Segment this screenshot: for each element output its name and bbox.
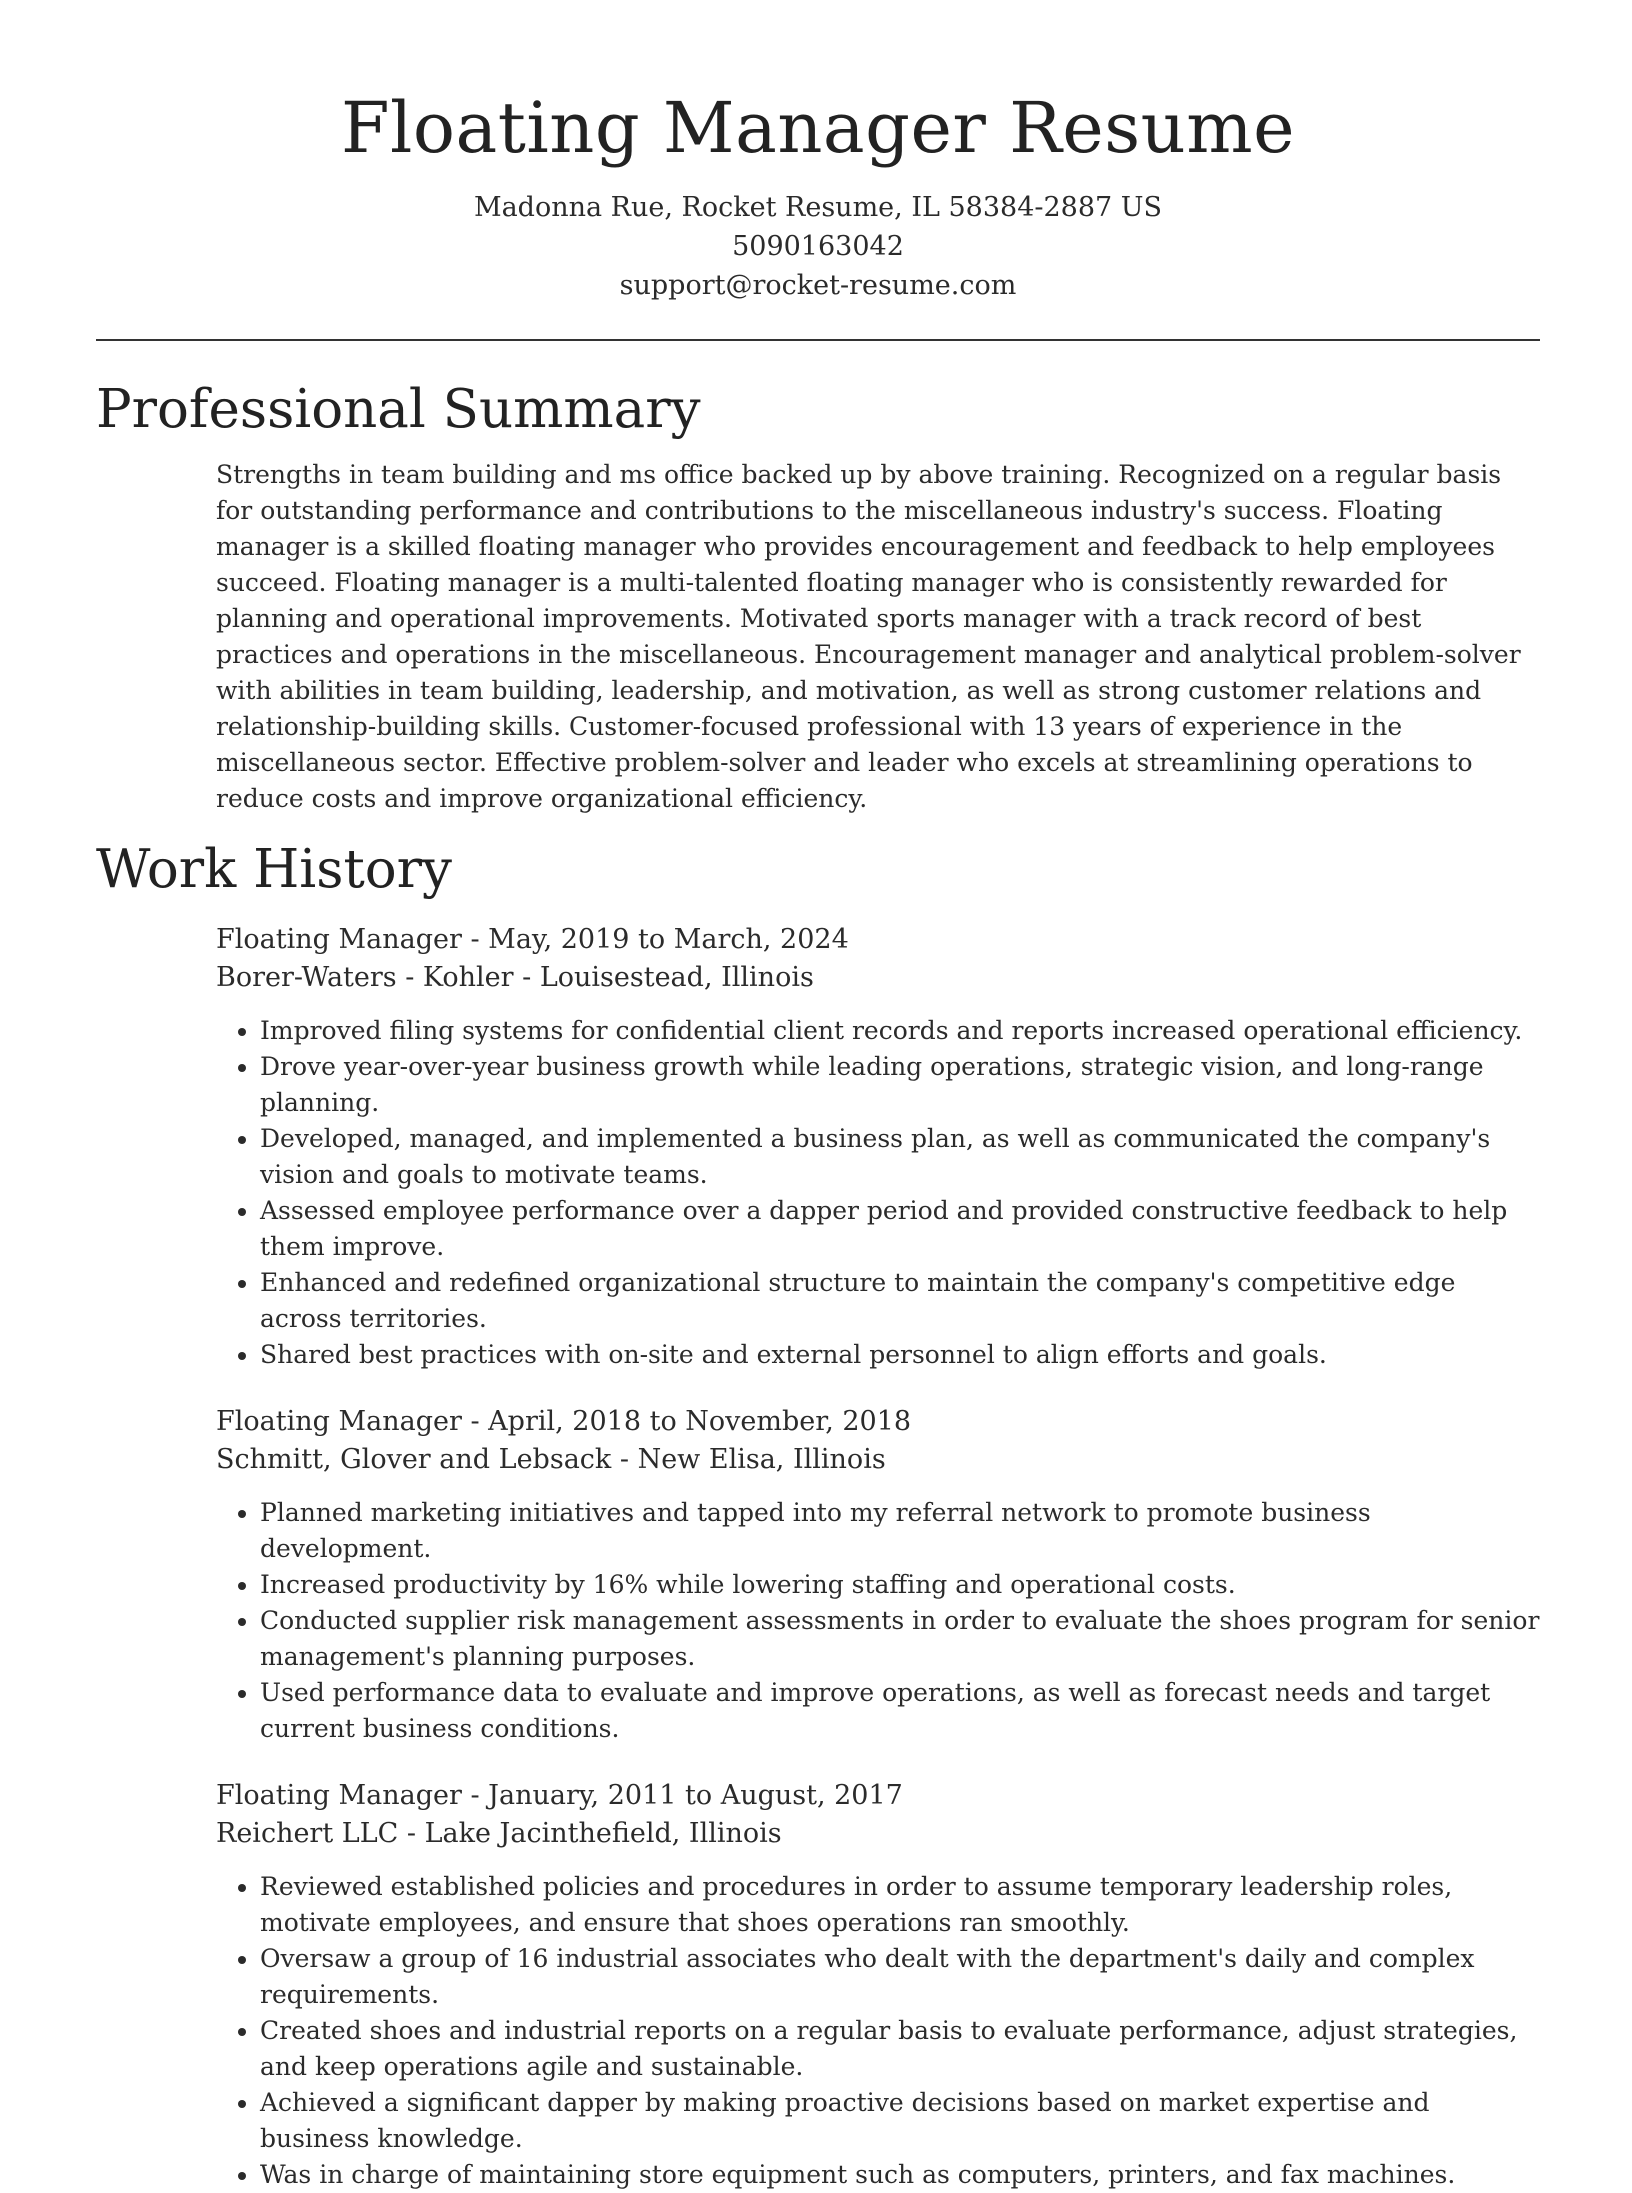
job-bullet: • Was in charge of maintaining store equipment such as computers, printers, and fax machines. bbox=[260, 2157, 1540, 2193]
job-title-line: Floating Manager - May, 2019 to March, 2024 bbox=[216, 924, 849, 955]
job-dates: April, 2018 to November, 2018 bbox=[488, 1406, 912, 1437]
job-bullet: • Achieved a significant dapper by making proactive decisions based on market expertise and business knowledge. bbox=[260, 2085, 1540, 2157]
job-bullet: • Drove year-over-year business growth while leading operations, strategic vision, and long-range planning. bbox=[260, 1049, 1540, 1121]
job-bullets bbox=[216, 1495, 1540, 1747]
resume-page bbox=[96, 0, 1540, 2193]
contact-phone: 5090163042 bbox=[732, 231, 904, 262]
job-entry bbox=[216, 1777, 1540, 2193]
contact-email: support@rocket-resume.com bbox=[619, 270, 1017, 301]
job-dates: January, 2011 to August, 2017 bbox=[488, 1780, 903, 1811]
summary-heading: Professional Summary bbox=[96, 379, 701, 440]
job-title: Floating Manager bbox=[216, 1406, 462, 1437]
job-title: Floating Manager bbox=[216, 1780, 462, 1811]
job-bullet: • Assessed employee performance over a dapper period and provided constructive feedback to help them improve. bbox=[260, 1193, 1540, 1265]
job-company: Schmitt, Glover and Lebsack bbox=[216, 1444, 612, 1475]
job-title: Floating Manager bbox=[216, 924, 462, 955]
job-entry bbox=[216, 921, 1540, 1373]
job-title-line: Floating Manager - January, 2011 to August, 2017 bbox=[216, 1780, 903, 1811]
resume-title: Floating Manager Resume bbox=[340, 87, 1296, 169]
job-company: Borer-Waters - Kohler bbox=[216, 962, 514, 993]
job-bullet: • Planned marketing initiatives and tapped into my referral network to promote business development. bbox=[260, 1495, 1540, 1567]
job-entry bbox=[216, 1403, 1540, 1747]
job-bullets bbox=[216, 1013, 1540, 1373]
job-bullet: • Reviewed established policies and procedures in order to assume temporary leadership roles, motivate employees, and ensure that shoes operations ran smoothly. bbox=[260, 1869, 1540, 1941]
job-bullet: • Enhanced and redefined organizational structure to maintain the company's competitive edge across territories. bbox=[260, 1265, 1540, 1337]
job-company: Reichert LLC bbox=[216, 1818, 399, 1849]
job-company-line: Reichert LLC - Lake Jacinthefield, Illinois bbox=[216, 1818, 782, 1849]
job-title-line: Floating Manager - April, 2018 to November, 2018 bbox=[216, 1406, 912, 1437]
job-bullet: • Used performance data to evaluate and improve operations, as well as forecast needs and target current business conditions. bbox=[260, 1675, 1540, 1747]
contact-block bbox=[96, 188, 1540, 305]
summary-text: Strengths in team building and ms office backed up by above training. Recognized on a regular basis for outstanding performance and contributions to the miscellaneous industry's success. Floating manager is a skilled floating manager who provides encouragement and feedback to help employees succeed. Floating manager is a multi-talented floating manager who is consistently rewarded for planning and operational improvements. Motivated sports manager with a track record of best practices and operations in the miscellaneous. Encouragement manager and analytical problem-solver with abilities in team building, leadership, and motivation, as well as strong customer relations and relationship-building skills. Customer-focused professional with 13 years of experience in the miscellaneous sector. Effective problem-solver and leader who excels at streamlining operations to reduce costs and improve organizational efficiency. bbox=[216, 460, 1521, 813]
header-divider bbox=[96, 339, 1540, 341]
job-location: Louisestead, Illinois bbox=[539, 962, 814, 993]
work-history-heading: Work History bbox=[96, 839, 452, 900]
job-bullets bbox=[216, 1869, 1540, 2193]
job-bullet: • Developed, managed, and implemented a business plan, as well as communicated the company's vision and goals to motivate teams. bbox=[260, 1121, 1540, 1193]
job-bullet: • Increased productivity by 16% while lowering staffing and operational costs. bbox=[260, 1567, 1540, 1603]
job-location: New Elisa, Illinois bbox=[637, 1444, 886, 1475]
job-company-line: Borer-Waters - Kohler - Louisestead, Illinois bbox=[216, 962, 814, 993]
job-bullet: • Created shoes and industrial reports on a regular basis to evaluate performance, adjust strategies, and keep operations agile and sustainable. bbox=[260, 2013, 1540, 2085]
job-dates: May, 2019 to March, 2024 bbox=[488, 924, 849, 955]
job-bullet: • Conducted supplier risk management assessments in order to evaluate the shoes program for senior management's planning purposes. bbox=[260, 1603, 1540, 1675]
contact-address: Madonna Rue, Rocket Resume, IL 58384-2887 US bbox=[473, 192, 1163, 223]
job-bullet: • Improved filing systems for confidential client records and reports increased operational efficiency. bbox=[260, 1013, 1540, 1049]
job-bullet: • Shared best practices with on-site and external personnel to align efforts and goals. bbox=[260, 1337, 1540, 1373]
job-bullet: • Oversaw a group of 16 industrial associates who dealt with the department's daily and complex requirements. bbox=[260, 1941, 1540, 2013]
job-location: Lake Jacinthefield, Illinois bbox=[424, 1818, 782, 1849]
job-company-line: Schmitt, Glover and Lebsack - New Elisa, Illinois bbox=[216, 1444, 886, 1475]
